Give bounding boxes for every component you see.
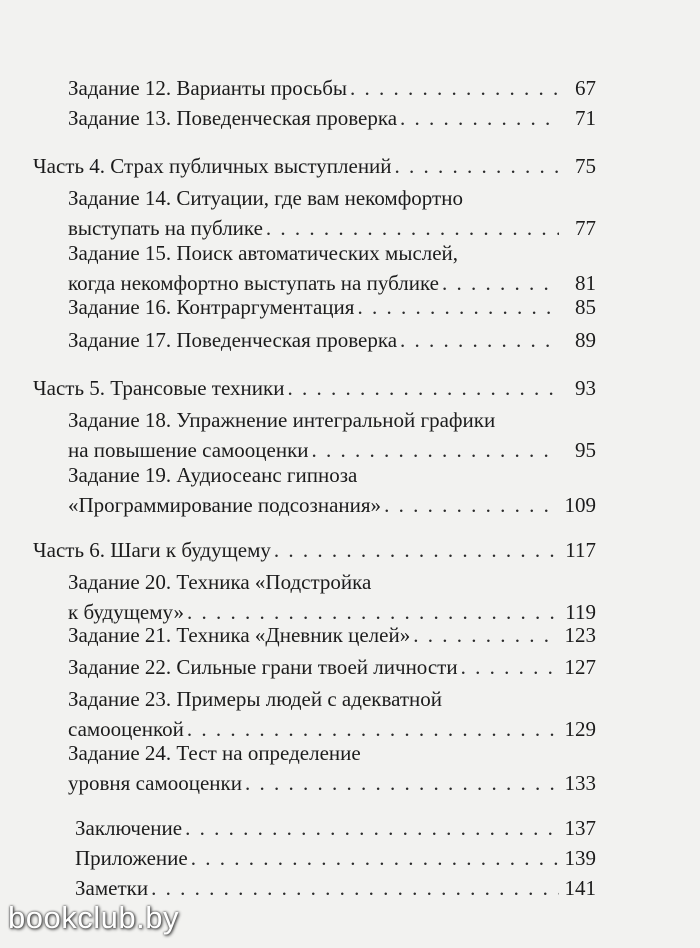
toc-entry-task-14[interactable] <box>68 183 596 243</box>
toc-page-number: 127 <box>564 655 596 679</box>
leader-dots <box>185 813 559 843</box>
toc-entry-part-4[interactable] <box>33 151 596 181</box>
leader-dots <box>274 535 559 565</box>
toc-page-number: 139 <box>564 846 596 870</box>
toc-page-number: 71 <box>575 106 596 130</box>
toc-entry-title-line-1: Задание 14. Ситуации, где вам некомфортно <box>68 186 463 210</box>
watermark-logo: bookclub.by <box>8 900 179 935</box>
toc-entry-conclusion[interactable] <box>75 813 596 843</box>
leader-dots <box>350 73 559 103</box>
leader-dots <box>287 373 559 403</box>
toc-entry-title: Задание 21. Техника «Дневник целей» <box>68 623 411 647</box>
toc-entry-title: Приложение <box>75 846 188 870</box>
toc-page-number: 77 <box>575 216 596 240</box>
toc-entry-title-line-2: выступать на публике <box>68 216 263 240</box>
toc-page-number: 109 <box>564 493 596 517</box>
toc-entry-title: Задание 12. Варианты просьбы <box>68 76 348 100</box>
toc-entry-notes[interactable] <box>75 873 596 903</box>
toc-page-number: 81 <box>575 271 596 295</box>
toc-entry-task-15[interactable] <box>68 238 596 298</box>
leader-dots <box>400 325 559 355</box>
toc-page-number: 93 <box>575 376 596 400</box>
leader-dots <box>357 292 559 322</box>
toc-entry-title: Задание 22. Сильные грани твоей личности <box>68 655 458 679</box>
toc-page-number: 123 <box>564 623 596 647</box>
toc-page-number: 85 <box>575 295 596 319</box>
leader-dots <box>413 620 559 650</box>
leader-dots <box>191 843 559 873</box>
toc-entry-title-line-1: Задание 15. Поиск автоматических мыслей, <box>68 241 459 265</box>
toc-page-number: 137 <box>564 816 596 840</box>
toc-part-title: Часть 4. Страх публичных выступлений <box>33 154 392 178</box>
toc-entry-task-16[interactable] <box>68 292 596 322</box>
toc-entry-title-line-2: когда некомфортно выступать на публике <box>68 271 439 295</box>
toc-entry-task-13[interactable] <box>68 103 596 133</box>
leader-dots <box>461 652 559 682</box>
toc-entry-task-21[interactable] <box>68 620 596 650</box>
toc-entry-task-18[interactable] <box>68 405 596 465</box>
leader-dots <box>400 103 559 133</box>
toc-page-number: 129 <box>564 717 596 741</box>
leader-dots <box>245 768 559 798</box>
toc-entry-title-line-2: на повышение самооценки <box>68 438 309 462</box>
toc-entry-title-line-1: Задание 18. Упражнение интегральной графики <box>68 408 496 432</box>
toc-entry-title-line-1: Задание 24. Тест на определение <box>68 741 361 765</box>
toc-page-number: 89 <box>575 328 596 352</box>
toc-entry-task-19[interactable] <box>68 460 596 520</box>
toc-page-number: 95 <box>575 438 596 462</box>
toc-entry-title: Задание 13. Поведенческая проверка <box>68 106 398 130</box>
toc-entry-title-line-2: к будущему» <box>68 600 185 624</box>
toc-page-number: 133 <box>564 771 596 795</box>
toc-entry-task-20[interactable] <box>68 567 596 627</box>
toc-entry-title-line-1: Задание 19. Аудиосеанс гипноза <box>68 463 358 487</box>
toc-entry-title: Задание 17. Поведенческая проверка <box>68 328 398 352</box>
toc-entry-title-line-1: Задание 20. Техника «Подстройка <box>68 570 372 594</box>
toc-entry-task-17[interactable] <box>68 325 596 355</box>
toc-entry-title-line-2: «Программирование подсознания» <box>68 493 382 517</box>
toc-entry-title-line-1: Задание 23. Примеры людей с адекватной <box>68 687 443 711</box>
toc-part-title: Часть 5. Трансовые техники <box>33 376 285 400</box>
toc-page-number: 117 <box>565 538 596 562</box>
leader-dots <box>151 873 559 903</box>
toc-entry-title: Заключение <box>75 816 183 840</box>
toc-entry-part-6[interactable] <box>33 535 596 565</box>
toc-page-number: 75 <box>575 154 596 178</box>
toc-entry-part-5[interactable] <box>33 373 596 403</box>
toc-page-number: 119 <box>565 600 596 624</box>
toc-entry-task-22[interactable] <box>68 652 596 682</box>
leader-dots <box>395 151 559 181</box>
toc-entry-task-24[interactable] <box>68 738 596 798</box>
toc-part-title: Часть 6. Шаги к будущему <box>33 538 271 562</box>
toc-entry-title: Задание 16. Контраргументация <box>68 295 355 319</box>
toc-entry-title-line-2: самооценкой <box>68 717 184 741</box>
toc-entry-task-12[interactable] <box>68 73 596 103</box>
toc-page-number: 67 <box>575 76 596 100</box>
toc-entry-task-23[interactable] <box>68 684 596 744</box>
toc-entry-appendix[interactable] <box>75 843 596 873</box>
toc-entry-title: Заметки <box>75 876 149 900</box>
toc-entry-title-line-2: уровня самооценки <box>68 771 242 795</box>
leader-dots <box>384 490 559 520</box>
toc-page-number: 141 <box>564 876 596 900</box>
